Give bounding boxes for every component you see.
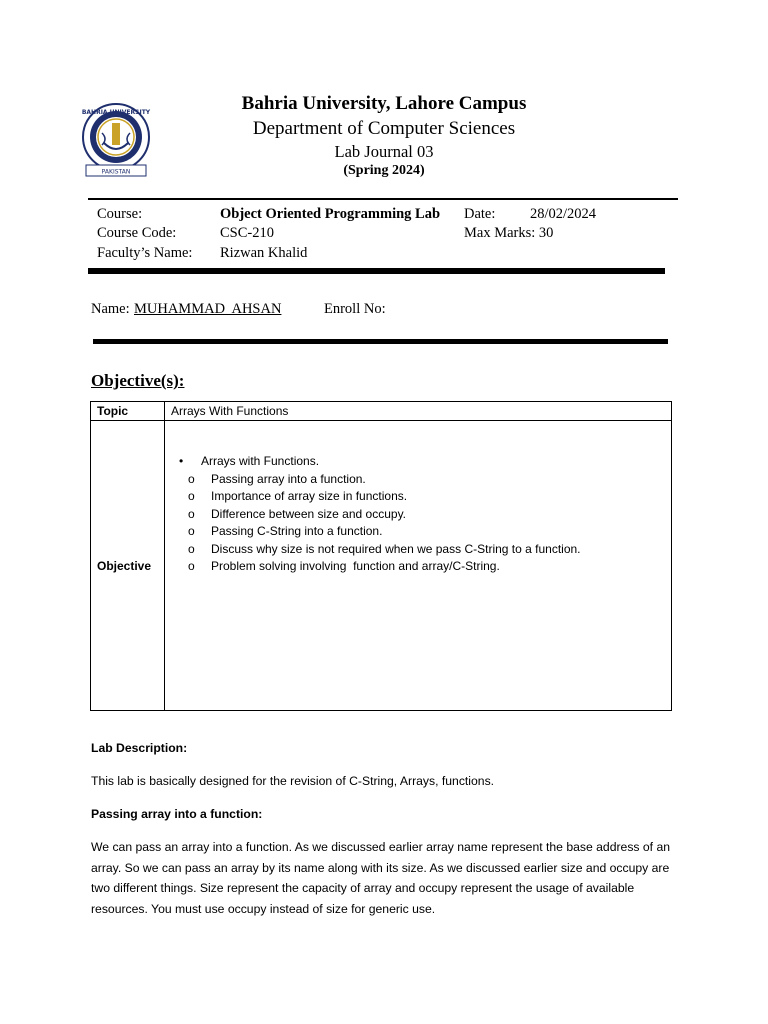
top-divider	[88, 198, 678, 200]
list-item: o Passing array into a function.	[171, 471, 665, 489]
passing-array-text: We can pass an array into a function. As we discussed earlier array name represent the base address of an array. So we can pass an array by its name along with its size. As we discussed earlier size and occupy are two different things. Size represent the capacity of array and occupy represent the usage of available resources. You must use occupy instead of size for generic use.	[91, 840, 670, 916]
course-code-label: Course Code:	[97, 225, 177, 241]
list-item: o Discuss why size is not required when we pass C-String to a function.	[171, 541, 665, 559]
logo-bottom-text: PAKISTAN	[101, 168, 131, 176]
lab-description-text: This lab is basically designed for the revision of C-String, Arrays, functions.	[91, 774, 495, 788]
department-title: Department of Computer Sciences	[252, 118, 516, 139]
list-item: o Problem solving involving function and array/C-String.	[171, 558, 665, 576]
topic-value: Arrays With Functions	[165, 402, 672, 421]
course-code-value: CSC-210	[220, 225, 274, 241]
student-name: MUHAMMAD AHSAN	[134, 301, 282, 317]
faculty-label: Faculty’s Name:	[97, 245, 193, 261]
enroll-label: Enroll No:	[324, 301, 386, 317]
lab-description-heading: Lab Description:	[91, 741, 188, 755]
list-item: o Passing C-String into a function.	[171, 523, 665, 541]
list-item: o Importance of array size in functions.	[171, 488, 665, 506]
objectives-table	[90, 401, 672, 711]
table-row	[91, 421, 672, 711]
objective-list	[171, 453, 665, 576]
topic-label: Topic	[91, 402, 165, 421]
name-label: Name:	[91, 301, 130, 317]
objective-label: Objective	[91, 421, 165, 711]
thick-divider-1	[88, 268, 665, 274]
date-value: 28/02/2024	[530, 206, 597, 222]
table-row	[91, 402, 672, 421]
journal-title: Lab Journal 03	[334, 142, 434, 161]
faculty-value: Rizwan Khalid	[220, 245, 308, 261]
university-title: Bahria University, Lahore Campus	[241, 93, 527, 114]
semester-label: (Spring 2024)	[343, 163, 425, 178]
objectives-heading: Objective(s):	[91, 371, 185, 390]
date-label: Date:	[464, 206, 496, 222]
course-label: Course:	[97, 206, 143, 222]
thick-divider-2	[93, 339, 668, 344]
list-item: o Difference between size and occupy.	[171, 506, 665, 524]
max-marks: Max Marks: 30	[464, 225, 554, 241]
list-item: • Arrays with Functions.	[171, 453, 665, 471]
course-value: Object Oriented Programming Lab	[220, 206, 441, 222]
passing-array-heading: Passing array into a function:	[91, 807, 263, 821]
objective-content	[165, 421, 672, 711]
logo-top-text: BAHRIA UNIVERSITY	[81, 109, 151, 116]
